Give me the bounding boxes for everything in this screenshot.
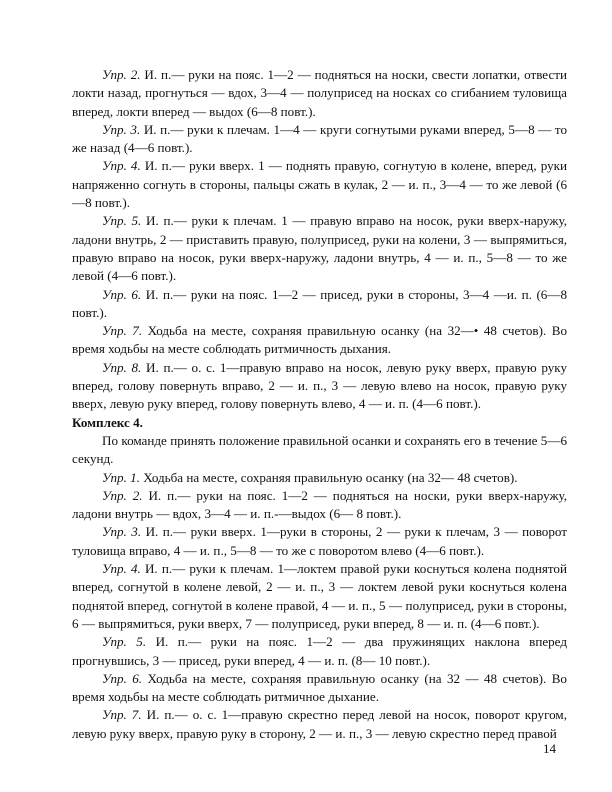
exercise-label: Упр. 1. [102, 469, 140, 485]
paragraph-text: И. п.— руки на пояс. 1—2 — два пружинящих наклона вперед прогнувшись, 3 — присед, руки вперед, 4 — и. п. (8— 10 повт.). [72, 634, 567, 668]
paragraph [72, 706, 567, 743]
paragraph [72, 286, 567, 323]
paragraph-text: И. п.— о. с. 1—правую скрестно перед левой на носок, поворот кругом, левую руку вверх, правую руку в сторону, 2 — и. п., 3 — левую скрестно перед правой [72, 707, 567, 741]
exercise-label: Упр. 7. [102, 707, 142, 723]
paragraph [72, 359, 567, 414]
paragraph [72, 212, 567, 285]
paragraph-text: И. п.— руки на пояс. 1—2 — подняться на носки, свести лопатки, отвести локти назад, прогнуться — вдох, 3—4 — полуприсед на носках со сгибанием туловища вперед, локти вперед — выдох (6—8 повт.). [72, 67, 567, 119]
paragraph-text: И. п.— руки на пояс. 1—2 — подняться на носки, руки вверх-наружу, ладони внутрь — вдох, 3—4 — и. п.-—выдох (6— 8 повт.). [72, 487, 567, 522]
paragraph-text: И. п.— руки к плечам. 1—локтем правой руки коснуться колена поднятой вперед, согнутой в колене левой, 2 — и. п., 3 — локтем левой руки коснуться колена поднятой вперед, согнутой в колене правой, 4 — и. п., 5 — полуприсед, руки в стороны, 6 — выпрямиться, руки вверх, 7 — полуприсед, руки вперед, 8 — и. п. (4—6 повт.). [72, 561, 567, 631]
paragraph [72, 633, 567, 670]
paragraph [72, 487, 567, 524]
paragraph [72, 523, 567, 560]
exercise-label: Упр. 6. [102, 286, 142, 302]
exercise-label: Упр. 7. [102, 323, 143, 339]
page-number: 14 [543, 741, 557, 756]
paragraph-text: По команде принять положение правильной осанки и сохранять его в течение 5—6 секунд. [72, 432, 567, 467]
paragraph [72, 322, 567, 359]
paragraph-text: И. п.— руки к плечам. 1 — правую вправо на носок, руки вверх-наружу, ладони внутрь, 2 — приставить правую, полуприсед, руки на колени, 3 — выпрямиться, правую вправо на носок, руки вверх-наружу, ладони внутрь, 4 — и. п., 5—8 — то же левой (4—6 повт.). [72, 213, 567, 284]
exercise-label: Упр. 5. [102, 634, 147, 650]
paragraph-text: И. п.— руки к плечам. 1—4 — круги согнутыми руками вперед, 5—8 — то же назад (4—6 повт.). [72, 121, 567, 156]
paragraph-text: Ходьба на месте, сохраняя правильную осанку (на 32—• 48 счетов). Во время ходьбы на месте соблюдать ритмичность дыхания. [72, 323, 567, 357]
exercise-label: Упр. 4. [102, 561, 141, 577]
exercise-label: Упр. 8. [102, 359, 142, 375]
exercise-label: Упр. 3. [102, 121, 141, 137]
paragraph-text: Ходьба на месте, сохраняя правильную осанку (на 32— 48 счетов). [139, 469, 518, 485]
paragraph [72, 432, 567, 469]
paragraph [72, 670, 567, 707]
exercise-label: Упр. 2. [102, 487, 143, 503]
paragraph-text: И. п.— о. с. 1—правую вправо на носок, левую руку вверх, правую руку вперед, голову повернуть вправо, 2 — и. п., 3 — левую влево на носок, правую руку вверх, левую руку вперед, голову повернуть влево, 4 — и. п. (4—6 повт.). [72, 359, 567, 412]
exercise-label: Упр. 6. [102, 670, 143, 686]
page-body [72, 66, 567, 743]
paragraph-text: И. п.— руки вверх. 1—руки в стороны, 2 — руки к плечам, 3 — поворот туловища вправо, 4 — и. п., 5—8 — то же с поворотом влево (4—6 повт.). [72, 524, 567, 558]
paragraph-text: И. п.— руки на пояс. 1—2 — присед, руки в стороны, 3—4 —и. п. (6—8 повт.). [72, 286, 567, 320]
paragraph-text: Ходьба на месте, сохраняя правильную осанку (на 32 — 48 счетов). Во время ходьбы на месте соблюдать ритмичное дыхание. [72, 670, 567, 705]
paragraph [72, 66, 567, 121]
paragraph [72, 469, 567, 487]
paragraph [72, 157, 567, 212]
exercise-label: Упр. 3. [102, 524, 142, 540]
section-heading: Комплекс 4. [72, 414, 143, 430]
exercise-label: Упр. 4. [102, 158, 141, 174]
paragraph [72, 121, 567, 158]
exercise-label: Упр. 5. [102, 213, 142, 229]
paragraph [72, 560, 567, 633]
paragraph-text: И. п.— руки вверх. 1 — поднять правую, согнутую в колене, вперед, руки напряженно согнуть в стороны, пальцы сжать в кулак, 2 — и. п., 3—4 — то же левой (6—8 повт.). [72, 158, 567, 211]
exercise-label: Упр. 2. [102, 67, 141, 82]
